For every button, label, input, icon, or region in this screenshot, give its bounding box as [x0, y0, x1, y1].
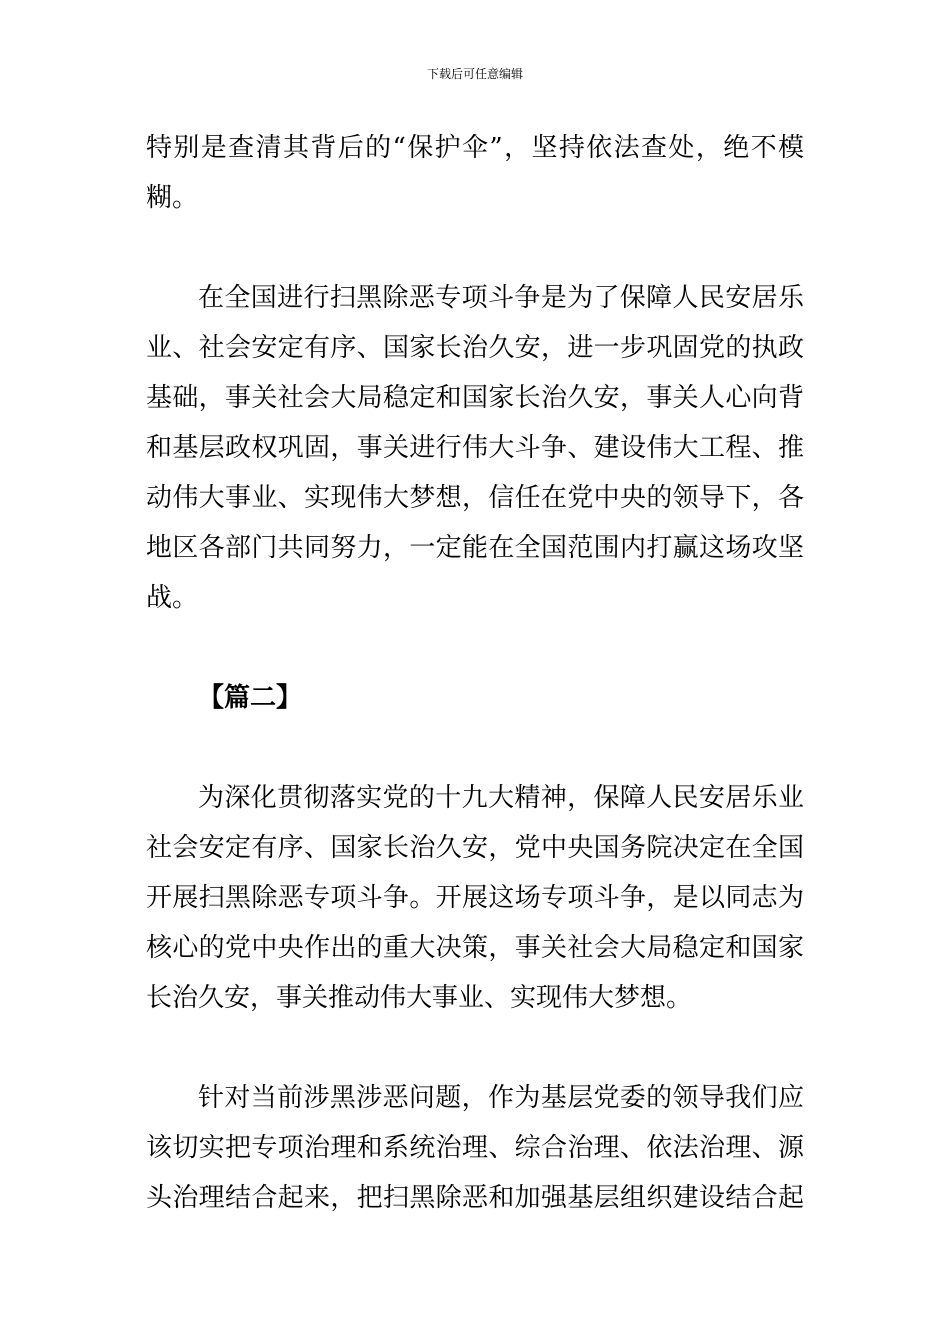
paragraph-line: 针对当前涉黑涉恶问题，作为基层党委的领导我们应 — [198, 1083, 804, 1113]
paragraph-line: 动伟大事业、实现伟大梦想，信任在党中央的领导下，各 — [146, 483, 804, 513]
paragraph-line: 头治理结合起来，把扫黑除恶和加强基层组织建设结合起 — [146, 1183, 804, 1213]
paragraph-line: 糊。 — [146, 183, 199, 213]
paragraph-line: 地区各部门共同努力，一定能在全国范围内打赢这场攻坚 — [146, 533, 804, 563]
paragraph-line: 和基层政权巩固，事关进行伟大斗争、建设伟大工程、推 — [146, 433, 804, 463]
paragraph-line: 长治久安，事关推动伟大事业、实现伟大梦想。 — [146, 983, 693, 1013]
paragraph-line: 为深化贯彻落实党的十九大精神，保障人民安居乐业 — [198, 783, 804, 813]
paragraph-line: 开展扫黑除恶专项斗争。开展这场专项斗争，是以同志为 — [146, 883, 804, 913]
paragraph-line: 该切实把专项治理和系统治理、综合治理、依法治理、源 — [146, 1133, 804, 1163]
paragraph-line: 战。 — [146, 583, 199, 613]
section-heading: 【篇二】 — [198, 683, 303, 713]
page-header-note: 下载后可任意编辑 — [426, 67, 523, 81]
paragraph-line: 社会安定有序、国家长治久安，党中央国务院决定在全国 — [146, 833, 804, 863]
paragraph-line: 特别是查清其背后的“保护伞”，坚持依法查处，绝不模 — [146, 133, 804, 163]
paragraph-line: 在全国进行扫黑除恶专项斗争是为了保障人民安居乐 — [198, 283, 804, 313]
paragraph-line: 基础，事关社会大局稳定和国家长治久安，事关人心向背 — [146, 383, 804, 413]
paragraph-line: 核心的党中央作出的重大决策，事关社会大局稳定和国家 — [146, 933, 804, 963]
paragraph-line: 业、社会安定有序、国家长治久安，进一步巩固党的执政 — [146, 333, 804, 363]
